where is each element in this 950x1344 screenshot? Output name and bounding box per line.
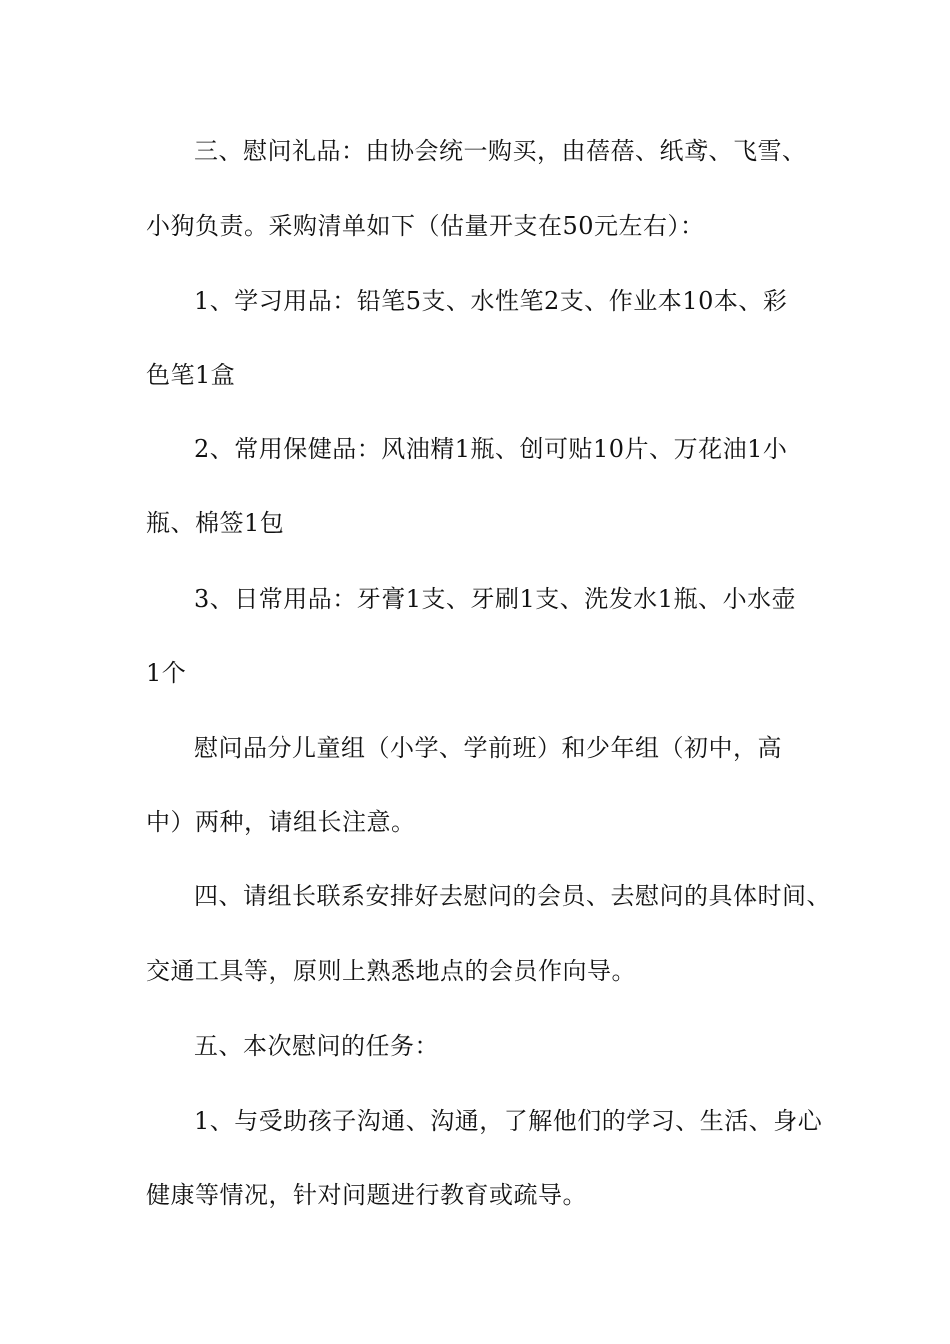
text-line: 1个 <box>146 659 187 687</box>
text-line: 2、常用保健品：风油精1瓶、创可贴10片、万花油1小 <box>194 435 788 463</box>
text-line: 1、与受助孩子沟通、沟通，了解他们的学习、生活、身心 <box>194 1107 823 1135</box>
text-line: 三、慰问礼品：由协会统一购买，由蓓蓓、纸鸢、飞雪、 <box>194 137 807 165</box>
text-line: 小狗负责。采购清单如下（估量开支在50元左右）： <box>146 212 705 240</box>
text-line: 3、日常用品：牙膏1支、牙刷1支、洗发水1瓶、小水壶 <box>194 585 797 613</box>
text-line: 交通工具等，原则上熟悉地点的会员作向导。 <box>146 957 636 985</box>
text-line: 五、本次慰问的任务： <box>194 1032 439 1060</box>
text-line: 瓶、棉签1包 <box>146 509 285 537</box>
text-line: 中）两种，请组长注意。 <box>146 808 416 836</box>
text-line: 四、请组长联系安排好去慰问的会员、去慰问的具体时间、 <box>194 882 831 910</box>
text-line: 1、学习用品：铅笔5支、水性笔2支、作业本10本、彩 <box>194 287 788 315</box>
text-line: 健康等情况，针对问题进行教育或疏导。 <box>146 1181 587 1209</box>
text-line: 色笔1盒 <box>146 361 236 389</box>
text-line: 慰问品分儿童组（小学、学前班）和少年组（初中，高 <box>194 734 782 762</box>
